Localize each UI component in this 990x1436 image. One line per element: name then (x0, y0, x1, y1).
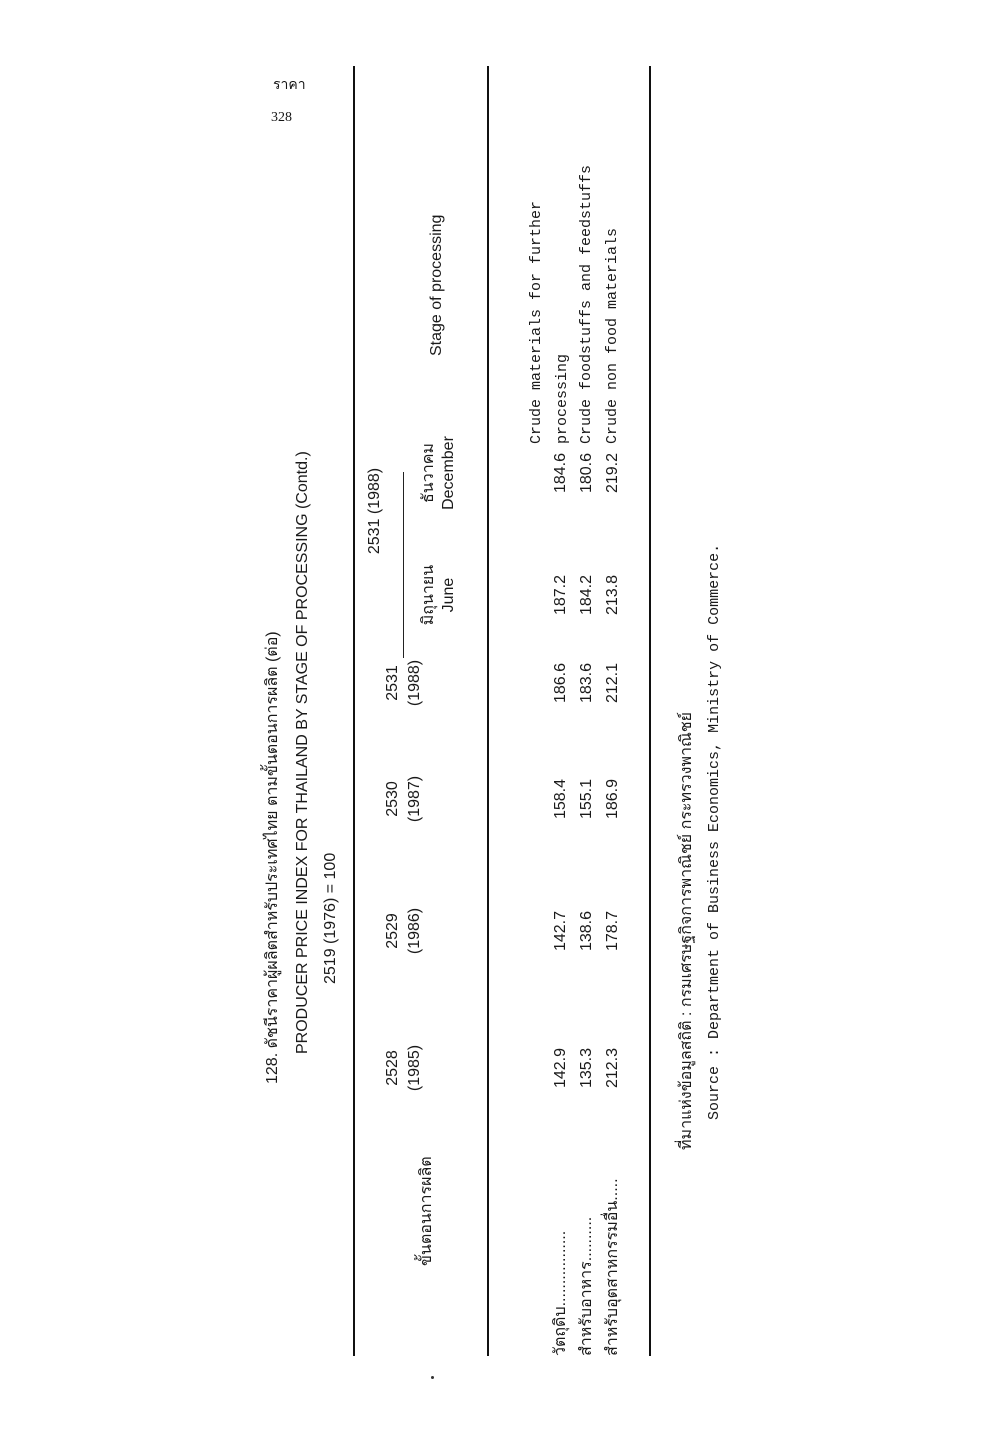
col-header-june-thai: มิถุนายน (420, 564, 437, 626)
group-header-rule (403, 472, 404, 658)
rotated-table-block (255, 66, 675, 1356)
stray-dot (431, 1376, 434, 1379)
table-cell: 138.6 (578, 910, 595, 952)
table-top-rule (353, 66, 355, 1356)
stage-header-thai: ขั้นตอนการผลิต (418, 1156, 435, 1266)
table-cell: 183.6 (578, 662, 595, 704)
row-label-english: Crude non food materials (604, 227, 621, 444)
table-cell: 186.9 (604, 778, 621, 820)
header-bottom-rule (487, 66, 489, 1356)
source-english: Source : Department of Business Economics, Ministry of Commerce. (706, 543, 723, 1120)
row-label-english: Crude materials for further (528, 200, 545, 444)
group-header-2531: 2531 (1988) (366, 467, 383, 555)
table-cell: 212.1 (604, 662, 621, 704)
table-cell: 142.7 (552, 910, 569, 952)
row-label-thai: สำหรับอาหาร.......... (578, 1216, 595, 1356)
row-label-thai: สำหรับอุตสาหกรรมอื่น..... (604, 1178, 621, 1356)
col-header-2528-year: 2528 (384, 1050, 401, 1086)
table-cell: 212.3 (604, 1047, 621, 1089)
source-block (677, 530, 737, 1150)
source-thai: ที่มาแห่งข้อมูลสถิติ : กรมเศรษฐกิจการพาณิชย์ กระทรวงพาณิชย์ (678, 711, 695, 1150)
col-header-december-english: December (440, 436, 457, 510)
page-number: 328 (271, 110, 292, 125)
table-base-period: 2519 (1976) = 100 (322, 852, 339, 984)
table-cell: 184.2 (578, 574, 595, 616)
col-header-2530-ad: (1987) (406, 775, 423, 823)
table-bottom-rule (649, 66, 651, 1356)
table-cell: 186.6 (552, 662, 569, 704)
table-cell: 135.3 (578, 1047, 595, 1089)
table-cell: 142.9 (552, 1047, 569, 1089)
stage-header-english: Stage of processing (428, 214, 445, 356)
row-label-english-cont: processing (554, 353, 571, 444)
table-title-thai: 128. ดัชนีราคาผู้ผลิตสำหรับประเทศไทย ตามขั้นตอนการผลิต (ต่อ) (264, 631, 281, 1084)
col-header-2529-year: 2529 (384, 913, 401, 949)
col-header-december-thai: ธันวาคม (420, 443, 437, 503)
row-label-thai: วัตถุดิบ................. (552, 1230, 569, 1356)
col-header-2529-ad: (1986) (406, 907, 423, 955)
table-title-english: PRODUCER PRICE INDEX FOR THAILAND BY STAGE OF PROCESSING (Contd.) (294, 451, 311, 1054)
table-cell: 178.7 (604, 910, 621, 952)
table-cell: 184.6 (552, 452, 569, 494)
page-category: ราคา (273, 78, 306, 93)
col-header-2528-ad: (1985) (406, 1044, 423, 1092)
col-header-2531-ad: (1988) (406, 659, 423, 707)
col-header-2530-year: 2530 (384, 781, 401, 817)
row-label-english: Crude foodstuffs and feedstuffs (578, 164, 595, 444)
table-cell: 158.4 (552, 778, 569, 820)
col-header-june-english: June (440, 577, 457, 613)
table-cell: 180.6 (578, 452, 595, 494)
col-header-2531-year: 2531 (384, 665, 401, 701)
table-cell: 155.1 (578, 778, 595, 820)
table-cell: 187.2 (552, 574, 569, 616)
table-cell: 219.2 (604, 452, 621, 494)
table-cell: 213.8 (604, 574, 621, 616)
